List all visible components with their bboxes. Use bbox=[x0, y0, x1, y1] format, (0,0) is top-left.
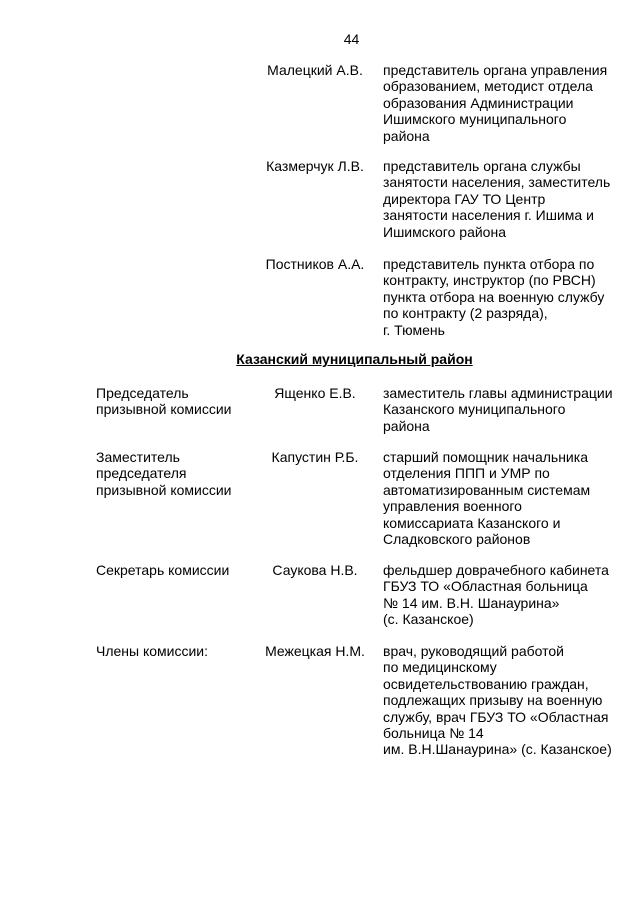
member-description bbox=[383, 62, 623, 144]
section-heading bbox=[0, 351, 640, 367]
description-line: представитель органа управления bbox=[383, 62, 608, 78]
member-description bbox=[383, 158, 623, 240]
member-name: Постников А.А. bbox=[265, 256, 365, 272]
description-line: контракту, инструктор (по РВСН) bbox=[383, 272, 596, 289]
description-line: г. Тюмень bbox=[383, 321, 445, 338]
description-line: директора ГАУ ТО Центр bbox=[383, 190, 546, 207]
description-line: освидетельствованию граждан, bbox=[383, 675, 589, 692]
role-line: Заместитель bbox=[96, 449, 180, 465]
description-line: района bbox=[383, 417, 430, 434]
description-line: подлежащих призыву на военную bbox=[383, 692, 603, 709]
description-line: района bbox=[383, 127, 430, 144]
description-line: образованием, методист отдела bbox=[383, 78, 593, 95]
description-line: комиссариата Казанского и bbox=[383, 514, 561, 531]
description-line: им. В.Н.Шанаурина» (с. Казанское) bbox=[383, 741, 612, 758]
description-line: старший помощник начальника bbox=[383, 449, 588, 465]
member-description bbox=[383, 385, 623, 434]
member-name: Саукова Н.В. bbox=[272, 562, 358, 578]
description-line: (с. Казанское) bbox=[383, 611, 474, 628]
description-line: больница № 14 bbox=[383, 725, 484, 742]
section-heading-text: Казанский муниципальный район bbox=[236, 351, 473, 367]
member-name: Межецкая Н.М. bbox=[265, 643, 365, 659]
description-line: службу, врач ГБУЗ ТО «Областная bbox=[383, 708, 609, 725]
role-line: председателя bbox=[96, 465, 187, 482]
description-line: пункта отбора на военную службу bbox=[383, 288, 605, 305]
member-description bbox=[383, 256, 623, 338]
description-line: № 14 им. В.Н. Шанаурина» bbox=[383, 594, 560, 611]
member-role bbox=[96, 562, 246, 578]
member-name: Малецкий А.В. bbox=[267, 62, 363, 78]
description-line: заместитель главы администрации bbox=[383, 385, 613, 401]
member-role bbox=[96, 643, 246, 659]
description-line: Ишимского муниципального bbox=[383, 111, 567, 128]
description-line: автоматизированным системам bbox=[383, 481, 591, 498]
member-description bbox=[383, 449, 623, 547]
role-line: Секретарь комиссии bbox=[96, 562, 230, 578]
member-name: Казмерчук Л.В. bbox=[266, 158, 364, 174]
member-description bbox=[383, 643, 623, 758]
description-line: Сладковского районов bbox=[383, 531, 531, 548]
description-line: Казанского муниципального bbox=[383, 401, 566, 418]
role-line: призывной комиссии bbox=[96, 481, 232, 498]
description-line: врач, руководящий работой bbox=[383, 643, 564, 659]
description-line: ГБУЗ ТО «Областная больница bbox=[383, 578, 588, 595]
role-line: Председатель bbox=[96, 385, 189, 401]
description-line: отделения ППП и УМР по bbox=[383, 465, 550, 482]
description-line: представитель органа службы bbox=[383, 158, 581, 174]
description-line: по медицинскому bbox=[383, 659, 497, 676]
description-line: управления военного bbox=[383, 498, 522, 515]
description-line: образования Администрации bbox=[383, 94, 574, 111]
member-description bbox=[383, 562, 623, 628]
member-name: Ященко Е.В. bbox=[274, 385, 356, 401]
member-role bbox=[96, 449, 246, 498]
description-line: занятости населения, заместитель bbox=[383, 174, 611, 191]
page-number: 44 bbox=[343, 31, 360, 47]
member-role bbox=[96, 385, 246, 418]
description-line: занятости населения г. Ишима и bbox=[383, 207, 594, 224]
description-line: Ишимского района bbox=[383, 223, 506, 240]
role-line: Члены комиссии: bbox=[96, 643, 209, 659]
role-line: призывной комиссии bbox=[96, 401, 232, 418]
description-line: фельдшер доврачебного кабинета bbox=[383, 562, 609, 578]
description-line: по контракту (2 разряда), bbox=[383, 305, 548, 322]
member-name: Капустин Р.Б. bbox=[271, 449, 359, 465]
description-line: представитель пункта отбора по bbox=[383, 256, 595, 272]
